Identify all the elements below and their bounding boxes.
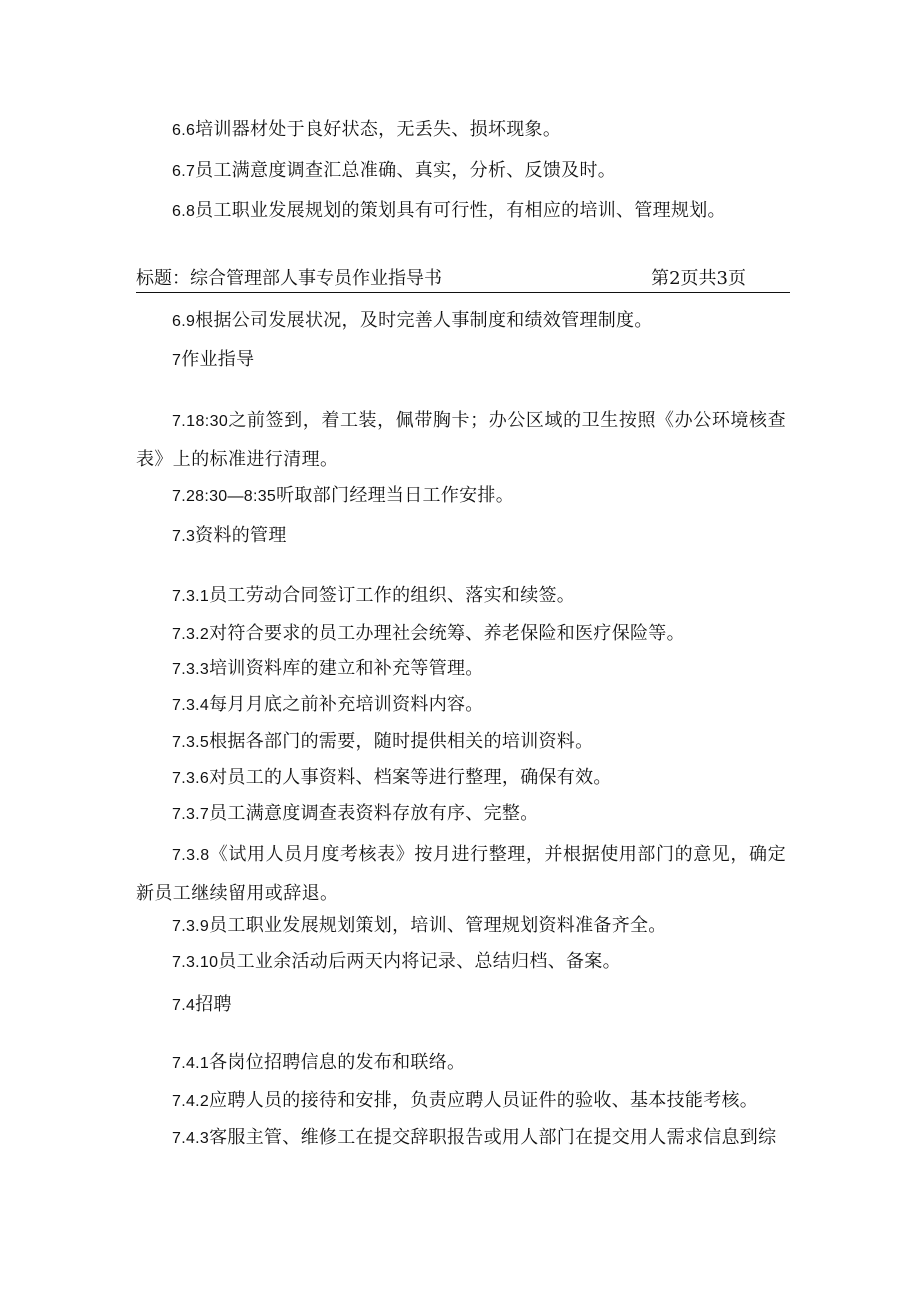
list-item: 7.3.6对员工的人事资料、档案等进行整理，确保有效。 [172, 767, 612, 788]
list-item: 7.18:30之前签到，着工装，佩带胸卡；办公区域的卫生按照《办公环境核查表》上的标准进行清理。 [136, 410, 786, 470]
list-item: 7.4.1各岗位招聘信息的发布和联络。 [172, 1052, 466, 1073]
list-item: 7.3.7员工满意度调查表资料存放有序、完整。 [172, 803, 539, 824]
list-item: 7.28:30—8:35听取部门经理当日工作安排。 [172, 485, 515, 506]
list-item: 7.3.9员工职业发展规划策划，培训、管理规划资料准备齐全。 [172, 915, 667, 936]
list-item: 7.3.2对符合要求的员工办理社会统筹、养老保险和医疗保险等。 [172, 623, 685, 644]
list-item: 7.4.2应聘人员的接待和安排，负责应聘人员证件的验收、基本技能考核。 [172, 1090, 759, 1111]
list-item: 7.3.8《试用人员月度考核表》按月进行整理，并根据使用部门的意见，确定新员工继续留用或辞退。 [136, 844, 786, 904]
section-heading: 7作业指导 [172, 349, 255, 370]
list-item: 7.3.1员工劳动合同签订工作的组织、落实和续签。 [172, 585, 576, 606]
list-item: 6.6培训器材处于良好状态，无丢失、损坏现象。 [172, 119, 562, 140]
section-heading: 7.3资料的管理 [172, 525, 287, 546]
list-item: 6.9根据公司发展状况，及时完善人事制度和绩效管理制度。 [172, 310, 653, 331]
list-item: 7.3.3培训资料库的建立和补充等管理。 [172, 658, 484, 679]
list-item: 7.3.4每月月底之前补充培训资料内容。 [172, 694, 484, 715]
list-item: 7.3.10员工业余活动后两天内将记录、总结归档、备案。 [172, 951, 621, 972]
list-item: 7.3.5根据各部门的需要，随时提供相关的培训资料。 [172, 731, 594, 752]
list-item: 6.8员工职业发展规划的策划具有可行性，有相应的培训、管理规划。 [172, 200, 726, 221]
document-title: 标题：综合管理部人事专员作业指导书 [136, 268, 442, 289]
list-item: 7.4.3客服主管、维修工在提交辞职报告或用人部门在提交用人需求信息到综 [172, 1127, 777, 1148]
page-header [136, 266, 790, 293]
list-item: 6.7员工满意度调查汇总准确、真实，分析、反馈及时。 [172, 160, 617, 181]
section-heading: 7.4招聘 [172, 994, 232, 1015]
page-number: 第2页共3页 [651, 268, 746, 289]
